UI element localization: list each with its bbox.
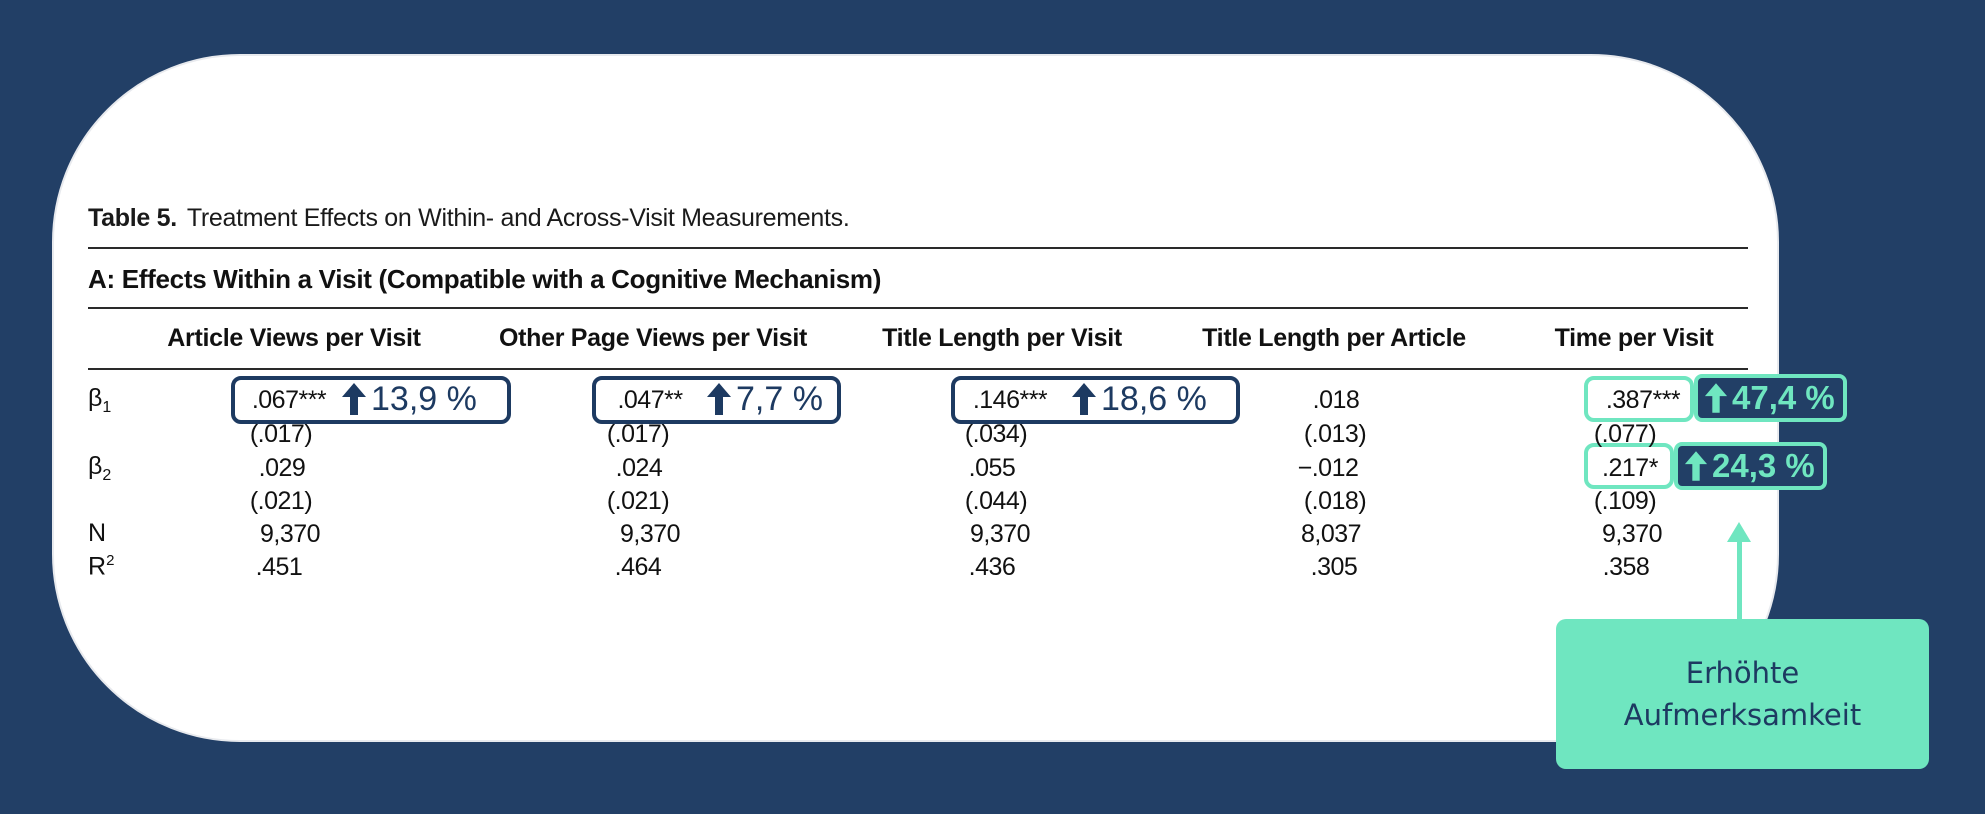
column-header-3: Title Length per Visit <box>882 324 1122 352</box>
increase-badge-col2 <box>706 378 823 420</box>
increase-badge-col5-beta2-text: 24,3 % <box>1712 447 1815 484</box>
annotation-box <box>1556 619 1929 769</box>
row-label-r2: $R^2$ <box>88 552 115 581</box>
increase-badge-col3-text: 18,6 % <box>1101 379 1207 418</box>
row-label-n: N <box>88 519 107 547</box>
cell-b2se-col5: (.109) <box>1593 487 1657 515</box>
increase-badge-col1-text: 13,9 % <box>371 379 477 418</box>
arrow-up-icon <box>341 382 367 416</box>
cell-b2-col2: .024 <box>615 454 663 482</box>
cell-b2se-col3: (.044) <box>964 487 1028 515</box>
cell-b1-col4: .018 <box>1312 386 1360 414</box>
cell-n-col1: 9,370 <box>259 520 321 548</box>
rule-header <box>88 368 1748 370</box>
cell-b1-col5: .387*** <box>1605 386 1681 414</box>
cell-b1-col1: .067*** <box>251 386 327 414</box>
annotation-line-1: Erhöhte <box>1685 656 1800 690</box>
arrow-up-icon <box>1684 450 1708 482</box>
cell-b2se-col1: (.021) <box>249 487 313 515</box>
cell-b2se-col2: (.021) <box>606 487 670 515</box>
cell-r2-col4: .305 <box>1310 553 1358 581</box>
column-header-4: Title Length per Article <box>1202 324 1466 352</box>
cell-r2-col3: .436 <box>968 553 1016 581</box>
cell-b1se-col3: (.034) <box>964 420 1028 448</box>
cell-b1-col2: .047** <box>617 386 683 414</box>
cell-b1se-col2: (.017) <box>606 420 670 448</box>
cell-b2-col5: .217* <box>1602 454 1658 482</box>
table-caption <box>88 204 850 233</box>
cell-n-col3: 9,370 <box>969 520 1031 548</box>
column-header-2: Other Page Views per Visit <box>498 324 808 352</box>
table-title: Treatment Effects on Within- and Across-Visit Measurements. <box>186 204 850 232</box>
increase-badge-col2-text: 7,7 % <box>736 379 823 418</box>
column-header-1: Article Views per Visit <box>167 324 421 352</box>
cell-b1se-col1: (.017) <box>249 420 313 448</box>
row-label-beta2: $\beta_2$ <box>88 452 112 484</box>
arrow-up-icon <box>1071 382 1097 416</box>
increase-badge-col3 <box>1071 378 1207 420</box>
cell-b1se-col4: (.013) <box>1303 420 1367 448</box>
cell-r2-col1: .451 <box>255 553 303 581</box>
table-label: Table 5. <box>88 204 177 232</box>
column-header-5: Time per Visit <box>1554 324 1714 352</box>
increase-badge-col1 <box>341 378 477 420</box>
rule-panel <box>88 307 1748 309</box>
cell-n-col4: 8,037 <box>1300 520 1362 548</box>
cell-b2-col1: .029 <box>258 454 306 482</box>
cell-b1-col3: .146*** <box>972 386 1048 414</box>
panel-title: A: Effects Within a Visit (Compatible with a Cognitive Mechanism) <box>88 264 882 294</box>
row-label-beta1: $\beta_1$ <box>88 384 112 416</box>
increase-badge-col5-beta1 <box>1694 374 1847 422</box>
cell-n-col5: 9,370 <box>1601 520 1663 548</box>
annotation-arrow-line <box>1737 538 1742 622</box>
increase-badge-col5-beta2 <box>1674 442 1827 490</box>
annotation-line-2: Aufmerksamkeit <box>1623 698 1862 732</box>
cell-r2-col2: .464 <box>614 553 662 581</box>
increase-badge-col5-beta1-text: 47,4 % <box>1732 379 1835 416</box>
cell-b1se-col5: (.077) <box>1593 420 1657 448</box>
arrow-up-icon <box>706 382 732 416</box>
cell-b2-col4: −.012 <box>1297 454 1359 482</box>
cell-b2-col3: .055 <box>968 454 1016 482</box>
cell-r2-col5: .358 <box>1602 553 1650 581</box>
rule-top <box>88 247 1748 249</box>
cell-b2se-col4: (.018) <box>1303 487 1367 515</box>
cell-n-col2: 9,370 <box>619 520 681 548</box>
arrow-up-icon <box>1704 382 1728 414</box>
